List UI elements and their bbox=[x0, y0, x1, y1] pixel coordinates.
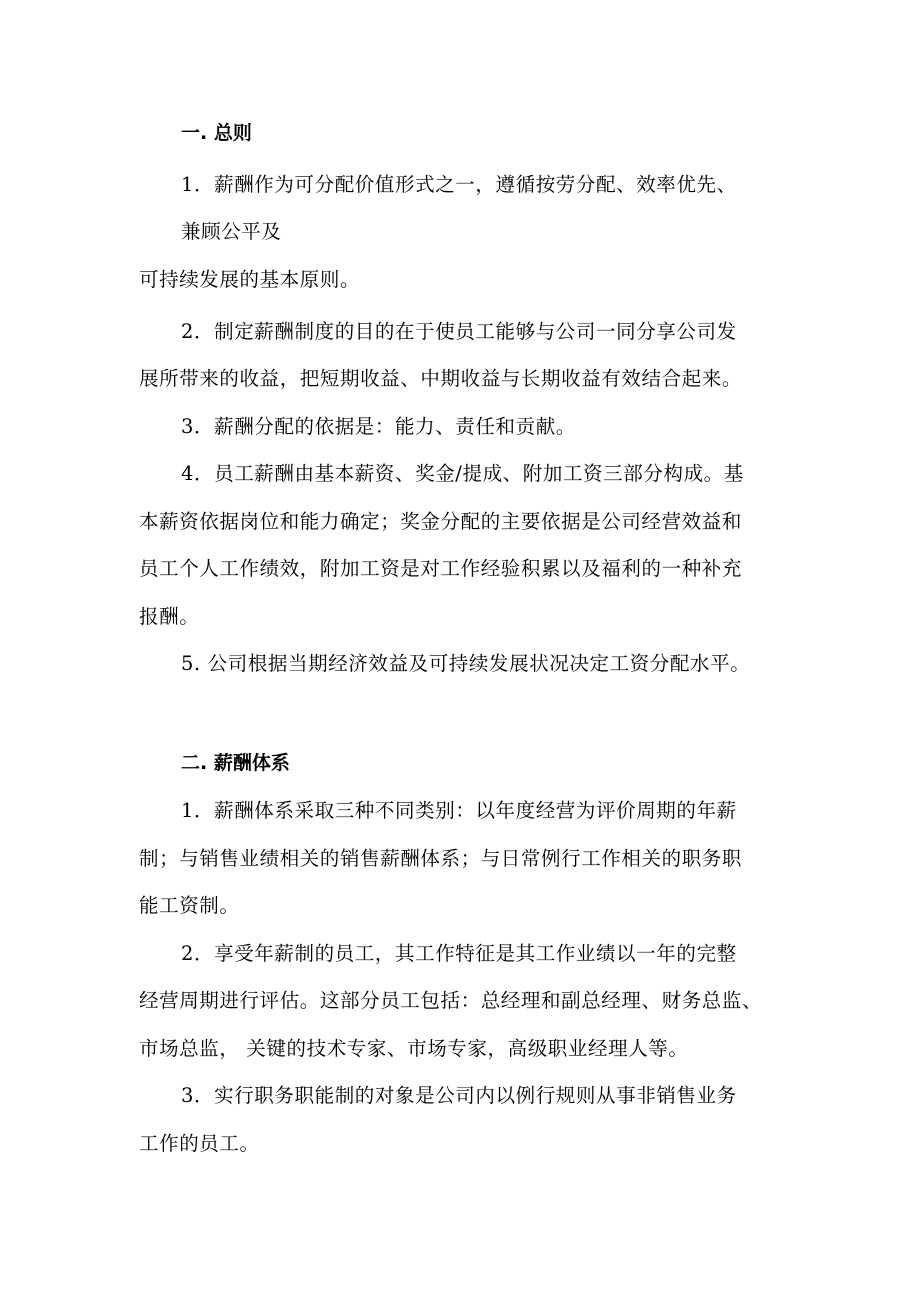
paragraph-line: 制；与销售业绩相关的销售薪酬体系；与日常例行工作相关的职务职 bbox=[139, 847, 743, 870]
section-heading-compensation-system: 二. 薪酬体系 bbox=[181, 752, 290, 774]
paragraph-line: 能工资制。 bbox=[139, 894, 240, 917]
paragraph-line: 经营周期进行评估。这部分员工包括：总经理和副总经理、财务总监、 bbox=[139, 989, 763, 1012]
paragraph-line: 5. 公司根据当期经济效益及可持续发展状况决定工资分配水平。 bbox=[181, 652, 751, 675]
section-heading-general: 一. 总则 bbox=[181, 122, 252, 144]
paragraph-line: 可持续发展的基本原则。 bbox=[139, 268, 361, 291]
paragraph-line: 2．享受年薪制的员工，其工作特征是其工作业绩以一年的完整 bbox=[181, 942, 737, 965]
paragraph-line: 2．制定薪酬制度的目的在于使员工能够与公司一同分享公司发 bbox=[181, 320, 737, 343]
paragraph-line: 本薪资依据岗位和能力确定；奖金分配的主要依据是公司经营效益和 bbox=[139, 510, 743, 533]
paragraph-line: 兼顾公平及 bbox=[181, 220, 282, 243]
paragraph-line: 3．薪酬分配的依据是：能力、责任和贡献。 bbox=[181, 415, 576, 438]
paragraph-line: 市场总监， 关键的技术专家、市场专家，高级职业经理人等。 bbox=[139, 1037, 689, 1060]
paragraph-line: 4．员工薪酬由基本薪资、奖金/提成、附加工资三部分构成。基 bbox=[181, 462, 744, 485]
paragraph-line: 工作的员工。 bbox=[139, 1132, 260, 1155]
paragraph-line: 报酬。 bbox=[139, 605, 200, 628]
paragraph-line: 员工个人工作绩效，附加工资是对工作经验积累以及福利的一种补充 bbox=[139, 557, 743, 580]
paragraph-line: 3．实行职务职能制的对象是公司内以例行规则从事非销售业务 bbox=[181, 1084, 737, 1107]
paragraph-line: 展所带来的收益，把短期收益、中期收益与长期收益有效结合起来。 bbox=[139, 367, 743, 390]
paragraph-line: 1．薪酬体系采取三种不同类别：以年度经营为评价周期的年薪 bbox=[181, 799, 737, 822]
paragraph-line: 1．薪酬作为可分配价值形式之一，遵循按劳分配、效率优先、 bbox=[181, 173, 737, 196]
